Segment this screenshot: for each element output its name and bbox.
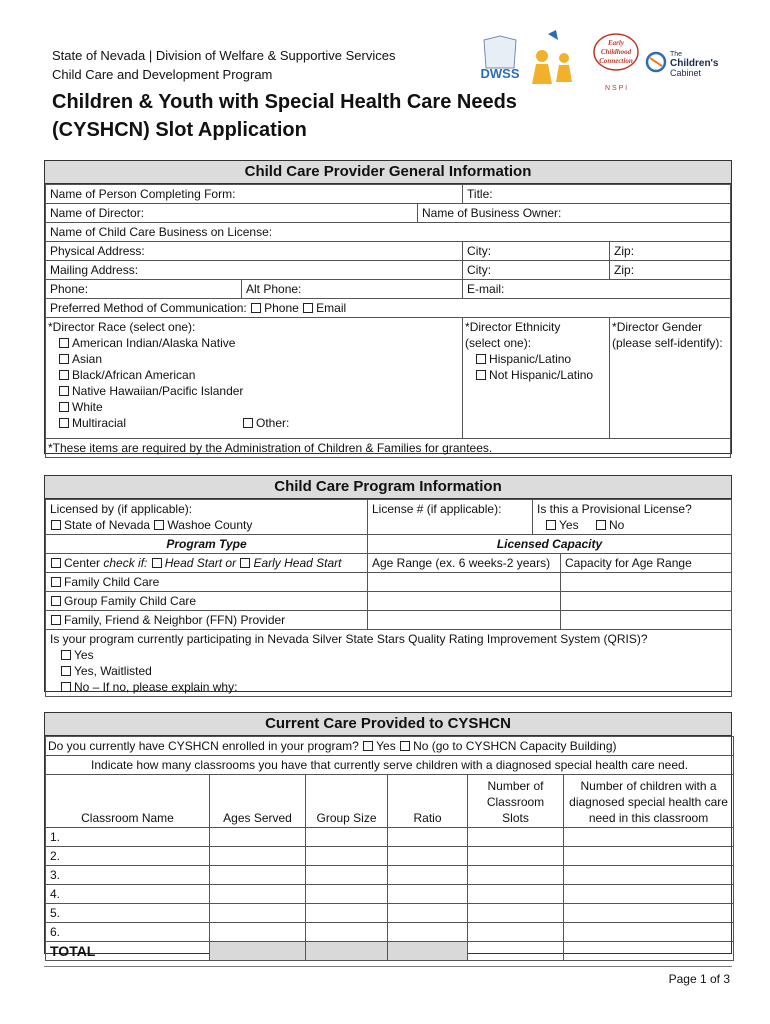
svg-text:N S P I: N S P I [604,85,628,92]
header-text [52,46,395,84]
required-note: *These items are required by the Administration of Children & Families for grantees. [46,439,731,458]
zip-field[interactable]: Zip: [610,242,731,261]
race-checkbox[interactable] [59,402,69,412]
alt-phone-field[interactable]: Alt Phone: [242,280,463,299]
col-ages-served: Ages Served [210,775,306,828]
svg-text:DWSS: DWSS [480,66,520,81]
communication-preference: Preferred Method of Communication: Phone Email [46,299,731,318]
director-name-field[interactable]: Name of Director: [46,204,418,223]
agency-line: State of Nevada | Division of Welfare & Supportive Services [52,48,396,63]
director-race-group: *Director Race (select one): American Indian/Alaska Native Asian Black/African American Native Hawaiian/Pacific Islander White Multiracial Other: [46,318,463,439]
page-title [52,88,517,144]
table-row: 5. [46,904,734,923]
group-family-checkbox[interactable] [51,596,61,606]
capacity-header: Capacity for Age Range [561,554,732,573]
program-type-header: Program Type [46,535,368,554]
director-ethnicity-group: *Director Ethnicity (select one): Hispanic/Latino Not Hispanic/Latino [463,318,610,439]
qris-no-checkbox[interactable] [61,682,71,692]
total-slots[interactable] [468,942,564,961]
city-field[interactable]: City: [463,242,610,261]
washoe-checkbox[interactable] [154,520,164,530]
total-children[interactable] [564,942,734,961]
head-start-checkbox[interactable] [152,558,162,568]
svg-text:Early: Early [608,39,624,47]
total-label: TOTAL [46,942,210,961]
mailing-city-field[interactable]: City: [463,261,610,280]
group-family-option: Group Family Child Care [46,592,368,611]
email-checkbox[interactable] [303,303,313,313]
childrens-cabinet-logo [647,51,719,78]
race-checkbox[interactable] [59,418,69,428]
title-line-2: (CYSHCN) Slot Application [52,119,307,141]
table-row: 2. [46,847,734,866]
program-line: Child Care and Development Program [52,67,273,82]
ffn-option: Family, Friend & Neighbor (FFN) Provider [46,611,368,630]
family-checkbox[interactable] [51,577,61,587]
col-ratio: Ratio [388,775,468,828]
enrolled-yes-checkbox[interactable] [363,741,373,751]
age-range-header: Age Range (ex. 6 weeks-2 years) [368,554,561,573]
col-classroom-name: Classroom Name [46,775,210,828]
col-classroom-slots: Number of Classroom Slots [468,775,564,828]
ethnicity-checkbox[interactable] [476,354,486,364]
capacity-cell[interactable] [561,611,732,630]
mailing-zip-field[interactable]: Zip: [610,261,731,280]
age-range-cell[interactable] [368,573,561,592]
physical-address-field[interactable]: Physical Address: [46,242,463,261]
section-heading: Current Care Provided to CYSHCN [45,713,731,736]
capacity-cell[interactable] [561,573,732,592]
phone-field[interactable]: Phone: [46,280,242,299]
licensed-by-group: Licensed by (if applicable): State of Nevada Washoe County [46,500,368,535]
col-group-size: Group Size [306,775,388,828]
race-checkbox[interactable] [59,338,69,348]
svg-text:Childhood: Childhood [600,48,632,56]
business-owner-field[interactable]: Name of Business Owner: [418,204,731,223]
agency-logos [478,28,738,104]
table-row: 4. [46,885,734,904]
qris-waitlisted-checkbox[interactable] [61,666,71,676]
qris-question: Is your program currently participating in Nevada Silver State Stars Quality Rating Improvement System (QRIS)? Yes Yes, Waitlisted No – If no, please explain why: [46,630,732,697]
center-checkbox[interactable] [51,558,61,568]
table-row: 6. [46,923,734,942]
license-number-field[interactable]: License # (if applicable): [368,500,533,535]
provider-info-section [44,160,732,454]
nevada-checkbox[interactable] [51,520,61,530]
svg-text:Connection: Connection [599,57,633,65]
children-kite-logo [532,30,572,84]
family-option: Family Child Care [46,573,368,592]
name-completing-field[interactable]: Name of Person Completing Form: [46,185,463,204]
ethnicity-checkbox[interactable] [476,370,486,380]
section-heading: Child Care Provider General Information [45,161,731,184]
title-line-1: Children & Youth with Special Health Care Needs [52,91,517,113]
director-gender-field[interactable]: *Director Gender (please self-identify): [610,318,731,439]
race-checkbox[interactable] [59,370,69,380]
race-checkbox[interactable] [59,354,69,364]
early-head-start-checkbox[interactable] [240,558,250,568]
svg-text:Children's: Children's [670,58,719,69]
dwss-logo [481,36,520,81]
licensed-capacity-header: Licensed Capacity [368,535,732,554]
program-info-section [44,475,732,692]
qris-yes-checkbox[interactable] [61,650,71,660]
col-children-count: Number of children with a diagnosed special health care need in this classroom [564,775,734,828]
mailing-address-field[interactable]: Mailing Address: [46,261,463,280]
race-checkbox[interactable] [59,386,69,396]
phone-checkbox[interactable] [251,303,261,313]
other-checkbox[interactable] [243,418,253,428]
provisional-yes-checkbox[interactable] [546,520,556,530]
provisional-no-checkbox[interactable] [596,520,606,530]
enrolled-no-checkbox[interactable] [400,741,410,751]
title-field[interactable]: Title: [463,185,731,204]
table-row: 3. [46,866,734,885]
business-name-field[interactable]: Name of Child Care Business on License: [46,223,731,242]
age-range-cell[interactable] [368,611,561,630]
table-row: 1. [46,828,734,847]
classroom-instructions: Indicate how many classrooms you have that currently serve children with a diagnosed special health care need. [46,756,734,775]
section-heading: Child Care Program Information [45,476,731,499]
ffn-checkbox[interactable] [51,615,61,625]
center-option: Center check if: Head Start or Early Head Start [46,554,368,573]
early-childhood-logo [594,34,638,92]
svg-text:Cabinet: Cabinet [670,68,702,78]
enrolled-question: Do you currently have CYSHCN enrolled in your program? Yes No (go to CYSHCN Capacity Building) [46,737,734,756]
email-field[interactable]: E-mail: [463,280,731,299]
footer-rule [44,966,732,967]
provisional-license-group: Is this a Provisional License? Yes No [533,500,732,535]
page-number: Page 1 of 3 [668,972,730,986]
capacity-cell[interactable] [561,592,732,611]
total-row [46,942,734,961]
age-range-cell[interactable] [368,592,561,611]
current-care-section [44,712,732,959]
svg-text:The: The [670,51,683,58]
